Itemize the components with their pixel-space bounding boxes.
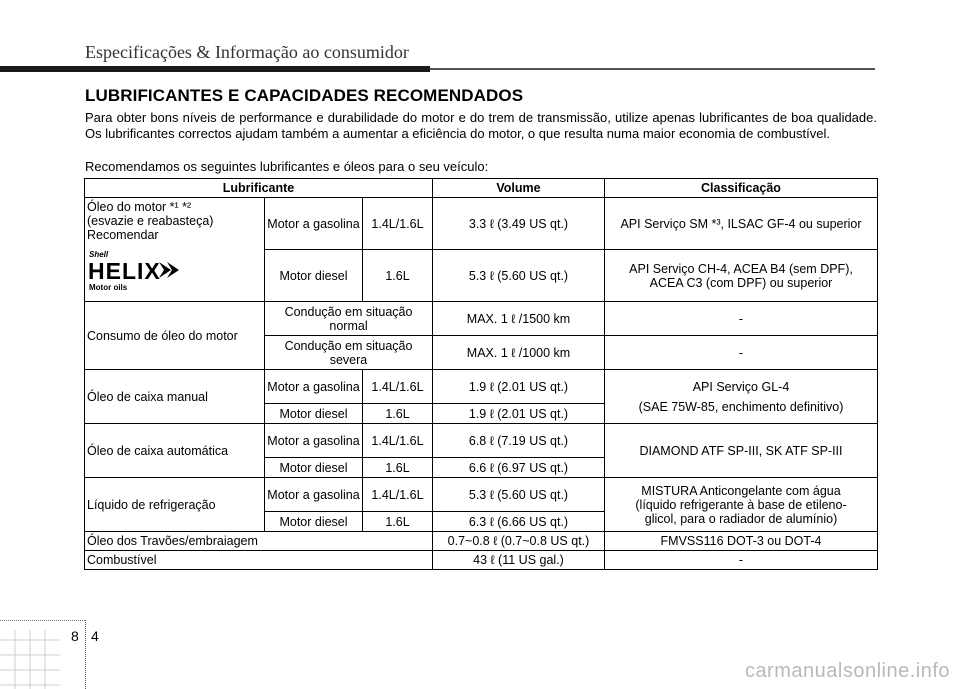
auto-trans-petrol-label: Motor a gasolina — [265, 424, 363, 458]
auto-trans-petrol-volume: 6.8 ℓ (7.19 US qt.) — [433, 424, 605, 458]
header-rule-thin — [430, 68, 875, 70]
engine-oil-diesel-label: Motor diesel — [265, 250, 363, 302]
page-number: 4 — [91, 628, 99, 644]
fuel-class: - — [605, 551, 878, 570]
manual-trans-diesel-size: 1.6L — [363, 404, 433, 424]
engine-oil-petrol-size: 1.4L/1.6L — [363, 198, 433, 250]
engine-oil-subtitle: (esvazie e reabasteça) — [87, 214, 214, 228]
oil-consumption-normal-volume: MAX. 1 ℓ /1500 km — [433, 302, 605, 336]
brake-label: Óleo dos Travões/embraiagem — [85, 532, 433, 551]
manual-trans-petrol-size: 1.4L/1.6L — [363, 370, 433, 404]
coolant-petrol-size: 1.4L/1.6L — [363, 478, 433, 512]
coolant-diesel-volume: 6.3 ℓ (6.66 US qt.) — [433, 512, 605, 532]
table-row — [85, 370, 878, 404]
brake-class: FMVSS116 DOT-3 ou DOT-4 — [605, 532, 878, 551]
coolant-class — [605, 478, 878, 532]
auto-trans-diesel-size: 1.6L — [363, 458, 433, 478]
coolant-petrol-label: Motor a gasolina — [265, 478, 363, 512]
coolant-diesel-size: 1.6L — [363, 512, 433, 532]
page-header-title: Especificações & Informação ao consumidor — [85, 42, 409, 62]
lubricants-table — [84, 178, 878, 570]
engine-oil-diesel-class — [605, 250, 878, 302]
manual-trans-class — [605, 370, 878, 424]
fuel-label: Combustível — [85, 551, 433, 570]
oil-consumption-severe-class: - — [605, 336, 878, 370]
auto-trans-diesel-volume: 6.6 ℓ (6.97 US qt.) — [433, 458, 605, 478]
engine-oil-petrol-class: API Serviço SM *³, ILSAC GF-4 ou superior — [605, 198, 878, 250]
oil-consumption-label: Consumo de óleo do motor — [85, 302, 265, 370]
engine-oil-diesel-size: 1.6L — [363, 250, 433, 302]
table-row — [85, 478, 878, 512]
header-classification: Classificação — [605, 179, 878, 198]
recommendation-paragraph: Recomendamos os seguintes lubrificantes e óleos para o seu veículo: — [85, 159, 489, 174]
table-row — [85, 551, 878, 570]
manual-trans-class-1: API Serviço GL-4 — [692, 379, 790, 394]
oil-consumption-severe-label: Condução em situação severa — [265, 336, 433, 370]
chapter-number: 8 — [71, 628, 79, 644]
footer-divider — [85, 620, 87, 689]
auto-trans-class: DIAMOND ATF SP-III, SK ATF SP-III — [605, 424, 878, 478]
engine-oil-title: Óleo do motor *¹ *² — [87, 200, 192, 214]
intro-paragraph: Para obter bons níveis de performance e durabilidade do motor e do trem de transmissão, utilize apenas lubrificantes de boa qualidade. Os lubrificantes correctos ajudam também a aumentar a eficiência do motor, o que resulta numa maior economia de combustível. — [85, 110, 877, 141]
engine-oil-diesel-class-1: API Serviço CH-4, ACEA B4 (sem DPF), — [629, 261, 853, 276]
coolant-diesel-label: Motor diesel — [265, 512, 363, 532]
fuel-volume: 43 ℓ (11 US gal.) — [433, 551, 605, 570]
header-rule-thick — [0, 66, 430, 72]
manual-trans-petrol-volume: 1.9 ℓ (2.01 US qt.) — [433, 370, 605, 404]
logo-helix-text: HELIX — [88, 258, 161, 284]
engine-oil-petrol-volume: 3.3 ℓ (3.49 US qt.) — [433, 198, 605, 250]
table-row — [85, 198, 878, 250]
coolant-class-1: MISTURA Anticongelante com água — [641, 483, 841, 498]
engine-oil-label — [85, 198, 265, 302]
watermark: carmanualsonline.info — [744, 660, 950, 682]
auto-trans-diesel-label: Motor diesel — [265, 458, 363, 478]
shell-helix-logo — [87, 248, 187, 292]
engine-oil-petrol-label: Motor a gasolina — [265, 198, 363, 250]
auto-trans-petrol-size: 1.4L/1.6L — [363, 424, 433, 458]
coolant-class-3: glicol, para o radiador de alumínio) — [644, 511, 838, 526]
oil-consumption-normal-class: - — [605, 302, 878, 336]
engine-oil-diesel-volume: 5.3 ℓ (5.60 US qt.) — [433, 250, 605, 302]
header-volume: Volume — [433, 179, 605, 198]
engine-oil-recommend: Recomendar — [87, 228, 159, 242]
engine-oil-diesel-class-2: ACEA C3 (com DPF) ou superior — [649, 275, 833, 290]
coolant-label: Líquido de refrigeração — [85, 478, 265, 532]
header-lubricant: Lubrificante — [85, 179, 433, 198]
manual-trans-class-2: (SAE 75W-85, enchimento definitivo) — [638, 399, 844, 414]
logo-shell-text: Shell — [89, 250, 109, 259]
manual-trans-diesel-label: Motor diesel — [265, 404, 363, 424]
footer-rule — [0, 620, 85, 621]
manual-trans-label: Óleo de caixa manual — [85, 370, 265, 424]
manual-trans-petrol-label: Motor a gasolina — [265, 370, 363, 404]
table-header-row — [85, 179, 878, 198]
oil-consumption-normal-label: Condução em situação normal — [265, 302, 433, 336]
logo-motor-text: Motor oils — [89, 283, 128, 292]
manual-trans-diesel-volume: 1.9 ℓ (2.01 US qt.) — [433, 404, 605, 424]
footer-grid-decoration — [0, 630, 60, 689]
brake-volume: 0.7~0.8 ℓ (0.7~0.8 US qt.) — [433, 532, 605, 551]
table-row — [85, 302, 878, 336]
auto-trans-label: Óleo de caixa automática — [85, 424, 265, 478]
section-heading: LUBRIFICANTES E CAPACIDADES RECOMENDADOS — [85, 86, 524, 105]
table-row — [85, 532, 878, 551]
coolant-class-2: (líquido refrigerante à base de etileno- — [635, 497, 847, 512]
oil-consumption-severe-volume: MAX. 1 ℓ /1000 km — [433, 336, 605, 370]
table-row — [85, 424, 878, 458]
coolant-petrol-volume: 5.3 ℓ (5.60 US qt.) — [433, 478, 605, 512]
